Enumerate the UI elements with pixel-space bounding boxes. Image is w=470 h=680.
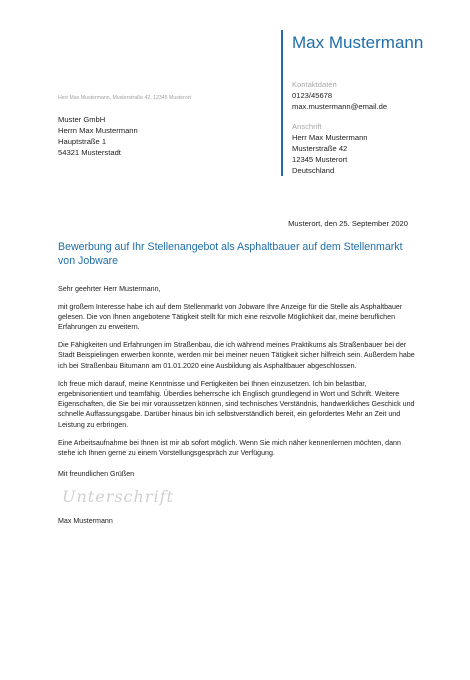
address-label: Anschrift <box>292 122 322 131</box>
closing-phrase: Mit freundlichen Grüßen <box>58 470 135 478</box>
header-divider <box>281 30 283 176</box>
sender-return-line: Herr Max Mustermann, Musterstraße 42, 12345 Musterort <box>58 95 191 101</box>
letter-body <box>58 284 418 466</box>
body-paragraph: Die Fähigkeiten und Erfahrungen im Straßenbau, die ich während meines Praktikums als Straßenbauer bei der Stadt Beispielingen erwerben konnte, werden mir bei meiner neuen Tätigkeit sicher hilfreich sein. Außerdem habe ich bei Straßenbau Bitumann am 01.01.2020 eine Ausbildung als Asphaltbauer abgeschlossen. <box>58 341 415 370</box>
address-line: Deutschland <box>292 166 335 175</box>
address-line: Herr Max Mustermann <box>292 133 368 142</box>
recipient-line: Muster GmbH <box>58 115 106 124</box>
letter-date: Musterort, den 25. September 2020 <box>288 219 408 228</box>
printed-name: Max Mustermann <box>58 517 113 525</box>
phone-number: 0123/45678 <box>292 91 333 100</box>
recipient-line: Herrn Max Mustermann <box>58 126 138 135</box>
address-line: Musterstraße 42 <box>292 144 348 153</box>
contact-label: Kontaktdaten <box>292 80 337 89</box>
contact-block <box>292 79 387 176</box>
signature-placeholder: Unterschrift <box>62 487 174 506</box>
recipient-line: 54321 Musterstadt <box>58 148 121 157</box>
subject-line: Bewerbung auf Ihr Stellenangebot als Asphaltbauer auf dem Stellenmarkt von Jobware <box>58 241 403 267</box>
recipient-address <box>58 114 138 158</box>
email-address: max.mustermann@email.de <box>292 102 388 111</box>
body-paragraph: Ich freue mich darauf, meine Kenntnisse und Fertigkeiten bei Ihnen einzusetzen. Ich bin belastbar, ergebnisorientiert und teamfähig. Überdies beherrsche ich Englisch grundlegend in Wort und Schrift. Weitere Eigenschaften, die Sie bei mir voraussetzen können, sind technisches Verständnis, handwerkliches Geschick und schnelle Auffassungsgabe. Darüber hinaus bin ich selbstverständlich bereit, ein gefordertes Mehr an Zeit und Leistung zu erbringen. <box>58 379 415 429</box>
address-line: 12345 Musterort <box>292 155 348 164</box>
body-paragraph: Eine Arbeitsaufnahme bei Ihnen ist mir ab sofort möglich. Wenn Sie mich näher kennenlernen möchten, dann stehe ich Ihnen gerne zu einem Vorstellungsgespräch zur Verfügung. <box>58 438 401 457</box>
recipient-line: Hauptstraße 1 <box>58 137 107 146</box>
body-paragraph: mit großem Interesse habe ich auf dem Stellenmarkt von Jobware Ihre Anzeige für die Stelle als Asphaltbauer gelesen. Die von Ihnen angebotene Tätigkeit stellt für mich eine reizvolle Möglichkeit dar, meine beruflichen Erfahrungen zu erweitern. <box>58 302 403 332</box>
salutation: Sehr geehrter Herr Mustermann, <box>58 285 161 293</box>
applicant-name: Max Mustermann <box>292 33 424 52</box>
